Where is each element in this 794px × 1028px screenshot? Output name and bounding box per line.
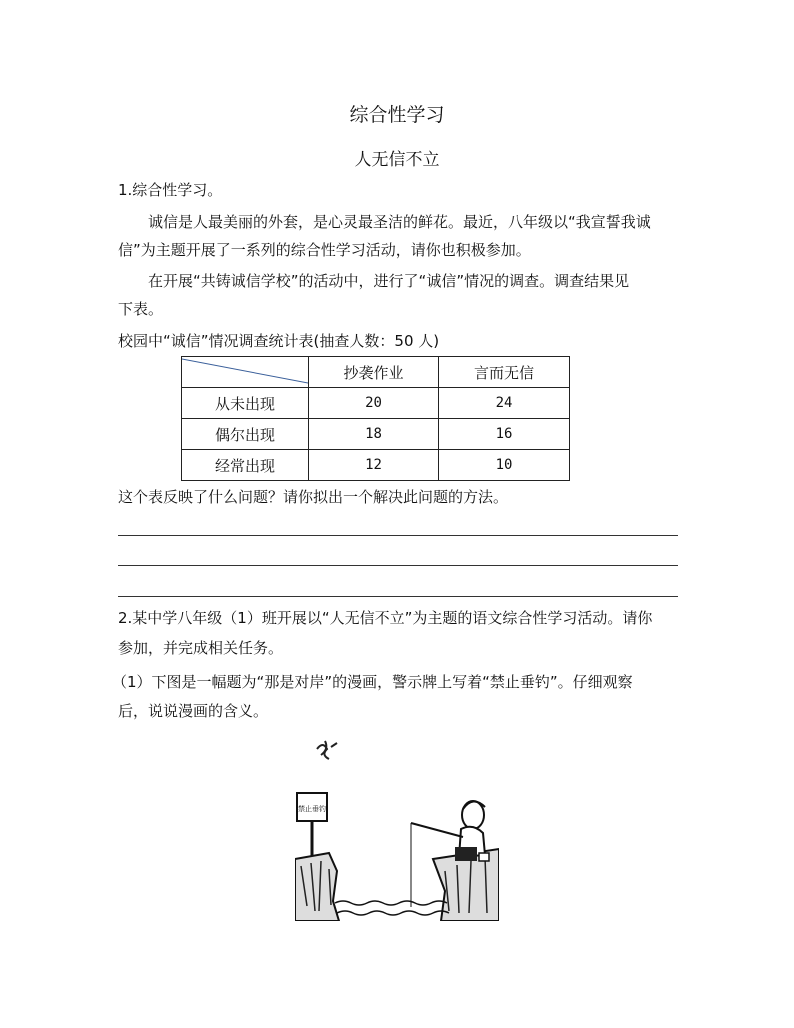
table-row [182,388,570,419]
question-2-sub-1-line-1: （1）下图是一幅题为“那是对岸”的漫画，警示牌上写着“禁止垂钓”。仔细观察 [112,673,633,691]
diagonal-line [182,357,308,387]
sign-text: 禁止垂钓 [298,805,326,813]
question-1-paragraph-2-line-2: 下表。 [118,300,164,318]
left-cliff [295,853,339,921]
question-2-sub-1-line-2: 后，说说漫画的含义。 [118,702,269,720]
table-cell: 18 [309,419,439,450]
table-row-label: 从未出现 [182,388,309,419]
survey-table [181,356,570,481]
question-1-paragraph-1-line-2: 信”为主题开展了一系列的综合性学习活动，请你也积极参加。 [118,241,531,259]
table-header-copying-homework: 抄袭作业 [309,357,439,388]
answer-line-1[interactable] [118,535,678,536]
question-1-paragraph-1-line-1: 诚信是人最美丽的外套，是心灵最圣洁的鲜花。最近，八年级以“我宣誓我诚 [148,213,651,231]
question-2-line-2: 参加，并完成相关任务。 [118,639,284,657]
table-cell: 10 [439,450,570,481]
cartoon-image [295,731,499,921]
table-row [182,450,570,481]
table-row-label: 偶尔出现 [182,419,309,450]
answer-line-2[interactable] [118,565,678,566]
page-subtitle: 人无信不立 [354,150,440,170]
table-row-label: 经常出现 [182,450,309,481]
table-cell: 16 [439,419,570,450]
table-cell: 24 [439,388,570,419]
table-cell: 20 [309,388,439,419]
question-2-line-1: 2.某中学八年级（1）班开展以“人无信不立”为主题的语文综合性学习活动。请你 [118,609,653,627]
question-1-heading: 1.综合性学习。 [118,181,223,199]
table-row [182,419,570,450]
table-header-broken-promises: 言而无信 [439,357,570,388]
question-1-prompt: 这个表反映了什么问题？请你拟出一个解决此问题的方法。 [118,488,509,506]
table-diagonal-header-cell [182,357,309,388]
table-cell: 12 [309,450,439,481]
table-header-row [182,357,570,388]
page-title: 综合性学习 [349,104,445,126]
answer-line-3[interactable] [118,596,678,597]
question-1-paragraph-2-line-1: 在开展“共铸诚信学校”的活动中，进行了“诚信”情况的调查。调查结果见 [148,272,630,290]
table-caption: 校园中“诚信”情况调查统计表(抽查人数：50 人) [118,332,440,350]
